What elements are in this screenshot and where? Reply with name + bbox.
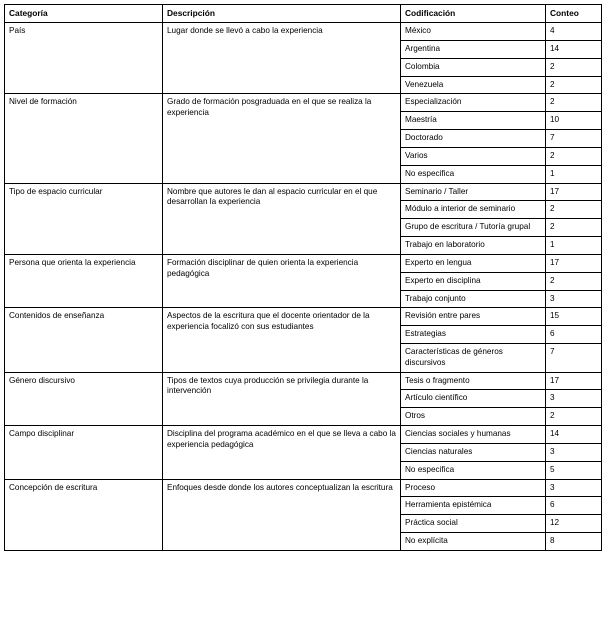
cell-codificacion: Revisión entre pares: [401, 308, 546, 326]
cell-codificacion: Experto en lengua: [401, 254, 546, 272]
cell-conteo: 15: [546, 308, 602, 326]
cell-codificacion: Argentina: [401, 40, 546, 58]
cell-categoria: Nivel de formación: [5, 94, 163, 183]
cell-codificacion: Colombia: [401, 58, 546, 76]
cell-codificacion: Otros: [401, 408, 546, 426]
cell-conteo: 3: [546, 479, 602, 497]
cell-codificacion: Grupo de escritura / Tutoría grupal: [401, 219, 546, 237]
cell-descripcion: Enfoques desde donde los autores conceptualizan la escritura: [163, 479, 401, 550]
cell-categoria: Contenidos de enseñanza: [5, 308, 163, 372]
cell-conteo: 6: [546, 326, 602, 344]
cell-codificacion: Tesis o fragmento: [401, 372, 546, 390]
cell-conteo: 2: [546, 76, 602, 94]
cell-codificacion: Venezuela: [401, 76, 546, 94]
cell-conteo: 7: [546, 130, 602, 148]
cell-conteo: 17: [546, 254, 602, 272]
table-row: [5, 183, 602, 201]
cell-categoria: Concepción de escritura: [5, 479, 163, 550]
cell-codificacion: Módulo a interior de seminario: [401, 201, 546, 219]
cell-categoria: País: [5, 23, 163, 94]
cell-conteo: 3: [546, 290, 602, 308]
table-row: [5, 372, 602, 390]
cell-codificacion: No especifica: [401, 165, 546, 183]
table-row: [5, 308, 602, 326]
cell-conteo: 6: [546, 497, 602, 515]
table-row: [5, 94, 602, 112]
cell-descripcion: Formación disciplinar de quien orienta la experiencia pedagógica: [163, 254, 401, 307]
cell-conteo: 14: [546, 426, 602, 444]
table-row: [5, 254, 602, 272]
cell-conteo: 12: [546, 515, 602, 533]
cell-conteo: 2: [546, 272, 602, 290]
cell-conteo: 1: [546, 237, 602, 255]
cell-codificacion: Trabajo en laboratorio: [401, 237, 546, 255]
cell-codificacion: Características de géneros discursivos: [401, 344, 546, 373]
cell-conteo: 2: [546, 147, 602, 165]
cell-conteo: 2: [546, 219, 602, 237]
cell-codificacion: Proceso: [401, 479, 546, 497]
cell-descripcion: Aspectos de la escritura que el docente orientador de la experiencia focalizó con sus estudiantes: [163, 308, 401, 372]
cell-categoria: Tipo de espacio curricular: [5, 183, 163, 254]
table-header: [5, 5, 602, 23]
cell-codificacion: Trabajo conjunto: [401, 290, 546, 308]
column-header-codificacion: Codificación: [401, 5, 546, 23]
cell-codificacion: Seminario / Taller: [401, 183, 546, 201]
cell-codificacion: No especifica: [401, 461, 546, 479]
cell-descripcion: Tipos de textos cuya producción se privilegia durante la intervención: [163, 372, 401, 425]
cell-conteo: 17: [546, 183, 602, 201]
cell-codificacion: Ciencias naturales: [401, 443, 546, 461]
cell-categoria: Género discursivo: [5, 372, 163, 425]
cell-codificacion: México: [401, 23, 546, 41]
cell-descripcion: Nombre que autores le dan al espacio curricular en el que desarrollan la experiencia: [163, 183, 401, 254]
cell-conteo: 14: [546, 40, 602, 58]
cell-codificacion: Práctica social: [401, 515, 546, 533]
cell-codificacion: Artículo científico: [401, 390, 546, 408]
cell-conteo: 3: [546, 390, 602, 408]
cell-codificacion: Doctorado: [401, 130, 546, 148]
cell-codificacion: Ciencias sociales y humanas: [401, 426, 546, 444]
cell-conteo: 2: [546, 201, 602, 219]
table-row: [5, 426, 602, 444]
cell-conteo: 2: [546, 94, 602, 112]
cell-conteo: 2: [546, 408, 602, 426]
cell-codificacion: Experto en disciplina: [401, 272, 546, 290]
cell-codificacion: Maestría: [401, 112, 546, 130]
column-header-categoria: Categoría: [5, 5, 163, 23]
cell-conteo: 4: [546, 23, 602, 41]
column-header-conteo: Conteo: [546, 5, 602, 23]
cell-codificacion: Herramienta epistémica: [401, 497, 546, 515]
cell-conteo: 5: [546, 461, 602, 479]
cell-conteo: 2: [546, 58, 602, 76]
cell-conteo: 17: [546, 372, 602, 390]
cell-codificacion: No explícita: [401, 533, 546, 551]
cell-categoria: Campo disciplinar: [5, 426, 163, 479]
table-header-row: [5, 5, 602, 23]
cell-codificacion: Estrategias: [401, 326, 546, 344]
table-body: [5, 23, 602, 551]
cell-categoria: Persona que orienta la experiencia: [5, 254, 163, 307]
cell-conteo: 7: [546, 344, 602, 373]
cell-codificacion: Especialización: [401, 94, 546, 112]
cell-conteo: 8: [546, 533, 602, 551]
cell-conteo: 3: [546, 443, 602, 461]
cell-conteo: 10: [546, 112, 602, 130]
table-row: [5, 23, 602, 41]
cell-descripcion: Lugar donde se llevó a cabo la experiencia: [163, 23, 401, 94]
cell-descripcion: Disciplina del programa académico en el que se lleva a cabo la experiencia pedagógica: [163, 426, 401, 479]
column-header-descripcion: Descripción: [163, 5, 401, 23]
cell-descripcion: Grado de formación posgraduada en el que se realiza la experiencia: [163, 94, 401, 183]
cell-codificacion: Varios: [401, 147, 546, 165]
cell-conteo: 1: [546, 165, 602, 183]
table-row: [5, 479, 602, 497]
categories-table: [4, 4, 602, 551]
